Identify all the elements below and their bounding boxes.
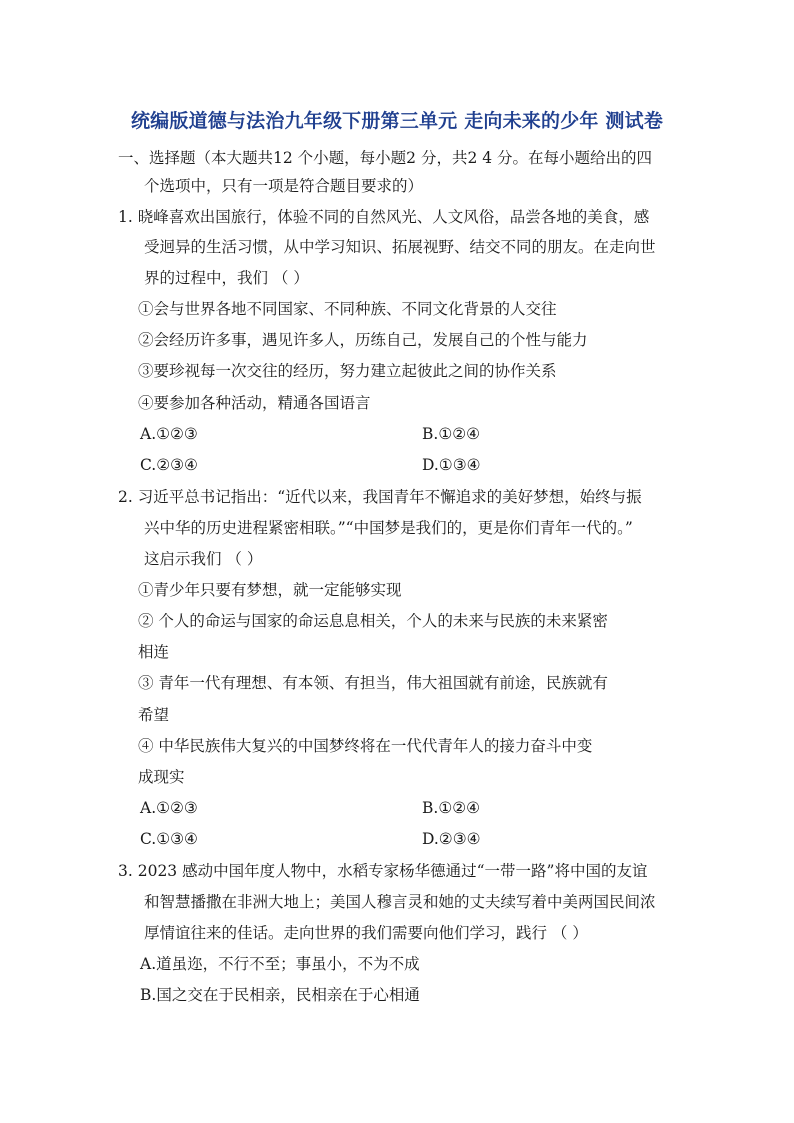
answer-option-a: A.①②③ — [140, 799, 198, 817]
answer-option-a: A.道虽迩，不行不至；事虽小，不为不成 — [140, 955, 420, 973]
answer-option-d: D.①③④ — [422, 456, 481, 474]
statement-item: ② 个人的命运与国家的命运息息相关，个人的未来与民族的未来紧密 — [138, 612, 608, 630]
answer-option-b: B.①②④ — [422, 425, 481, 443]
question-stem: 兴中华的历史进程紧密相联。”“中国梦是我们的，更是你们青年一代的。” — [144, 519, 633, 537]
document-title: 统编版道德与法治九年级下册第三单元 走向未来的少年 测试卷 — [130, 110, 664, 132]
statement-item: ③ 青年一代有理想、有本领、有担当，伟大祖国就有前途，民族就有 — [138, 674, 608, 692]
statement-item-cont: 相连 — [138, 643, 170, 661]
statement-item-cont: 成现实 — [138, 768, 185, 786]
question-stem: 3. 2023 感动中国年度人物中，水稻专家杨华德通过“一带一路”将中国的友谊 — [118, 862, 648, 880]
statement-item: ③要珍视每一次交往的经历，努力建立起彼此之间的协作关系 — [138, 362, 557, 380]
answer-option-b: B.国之交在于民相亲，民相亲在于心相通 — [140, 986, 420, 1004]
answer-option-c: C.②③④ — [140, 456, 198, 474]
answer-option-d: D.②③④ — [422, 830, 481, 848]
question-stem: 这启示我们 （ ） — [144, 550, 263, 568]
question-stem: 界的过程中，我们 （ ） — [144, 269, 309, 287]
answer-option-b: B.①②④ — [422, 799, 481, 817]
statement-item: ②会经历许多事，遇见许多人，历练自己，发展自己的个性与能力 — [138, 331, 588, 349]
section-heading-cont: 个选项中，只有一项是符合题目要求的） — [144, 177, 424, 195]
statement-item-cont: 希望 — [138, 706, 170, 724]
answer-option-a: A.①②③ — [140, 425, 198, 443]
section-heading: 一、选择题（本大题共12 个小题，每小题2 分，共2 4 分。在每小题给出的四 — [118, 149, 653, 167]
statement-item: ④ 中华民族伟大复兴的中国梦终将在一代代青年人的接力奋斗中变 — [138, 737, 593, 755]
question-stem: 受迥异的生活习惯，从中学习知识、拓展视野、结交不同的朋友。在走向世 — [144, 238, 656, 256]
question-stem: 1. 晓峰喜欢出国旅行，体验不同的自然风光、人文风俗，品尝各地的美食，感 — [118, 208, 650, 226]
question-stem: 厚情谊往来的佳话。走向世界的我们需要向他们学习，践行 （ ） — [144, 924, 588, 942]
question-stem: 2. 习近平总书记指出：“近代以来，我国青年不懈追求的美好梦想，始终与振 — [118, 488, 642, 506]
statement-item: ①会与世界各地不同国家、不同种族、不同文化背景的人交往 — [138, 300, 557, 318]
statement-item: ①青少年只要有梦想，就一定能够实现 — [138, 581, 402, 599]
statement-item: ④要参加各种活动，精通各国语言 — [138, 394, 371, 412]
question-stem: 和智慧播撒在非洲大地上；美国人穆言灵和她的丈夫续写着中美两国民间浓 — [144, 893, 656, 911]
answer-option-c: C.①③④ — [140, 830, 198, 848]
